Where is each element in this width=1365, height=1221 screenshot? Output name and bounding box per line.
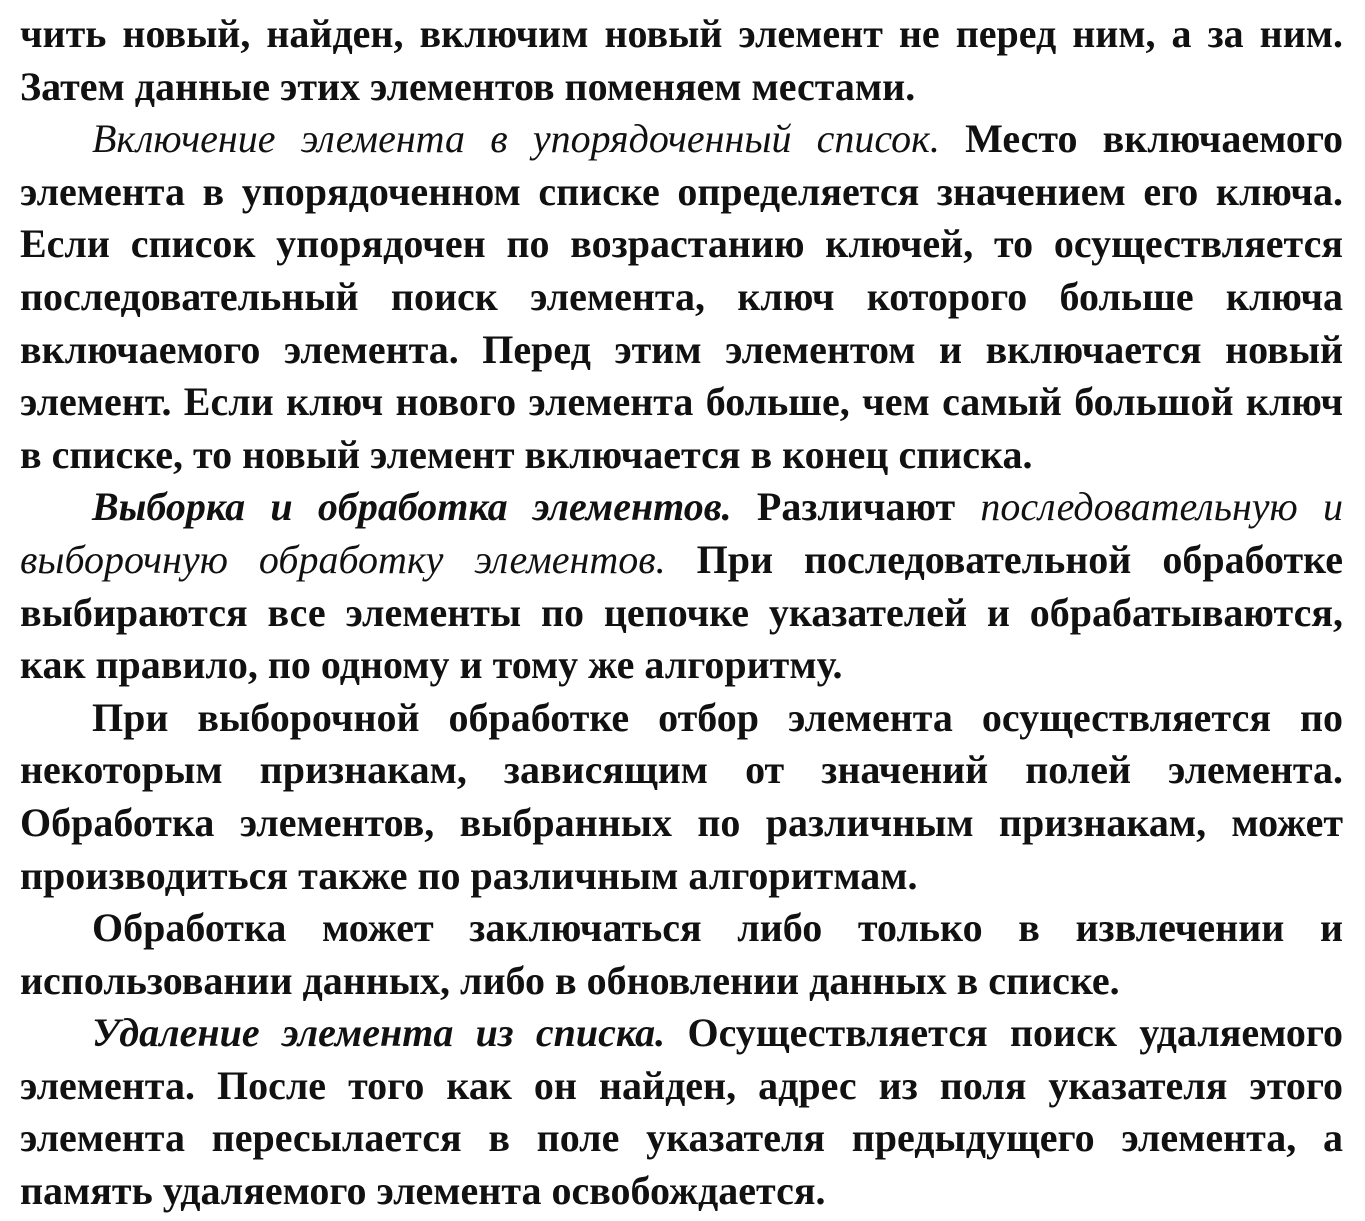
section-term: Выборка и обработка элементов. [92,484,732,530]
paragraph-delete-element [20,1007,1343,1217]
emphasized-text: последовательную и выборочную обработку элементов. [20,484,1344,582]
paragraph-text: Обработка может заключаться либо только в извлечении и использовании данных, либо в обновлении данных в списке. [20,905,1343,1003]
section-term: Удаление элемента из списка. [92,1010,666,1056]
paragraph-text: При выборочной обработке отбор элемента осуществляется по некоторым признакам, зависящим от значений полей элемента. Обработка элементов, выбранных по различным признакам, может производиться также по различным алгоритмам. [20,694,1343,898]
paragraph-text: Различают [731,484,981,530]
paragraph-selection-processing [20,481,1343,691]
paragraph-text: Место включаемого элемента в упорядоченном списке определяется значением его ключа. Если список упорядочен по возрастанию ключей, то осуществляется последовательный поиск элемента, ключ которого больше ключа включаемого элемента. Перед этим элементом и включается новый элемент. Если ключ нового элемента больше, чем самый большой ключ в списке, то новый элемент включается в конец списка. [20,116,1343,477]
paragraph-processing-kinds [20,902,1343,1007]
paragraph-text: чить новый, найден, включим новый элемент не перед ним, а за ним. Затем данные этих элементов поменяем местами. [20,11,1343,109]
section-term: Включение элемента в упорядоченный список. [92,116,940,162]
paragraph-selective-processing [20,692,1343,902]
paragraph-text: Осуществляется поиск удаляемого элемента. После того как он найден, адрес из поля указателя этого элемента пересылается в поле указателя предыдущего элемента, а память удаляемого элемента освобождается. [20,1010,1343,1214]
paragraph-insert-ordered-list [20,113,1343,481]
paragraph-text: При последовательной обработке выбираются все элементы по цепочке указателей и обрабатываются, как правило, по одному и тому же алгоритму. [20,536,1343,688]
paragraph-continuation [20,8,1343,113]
